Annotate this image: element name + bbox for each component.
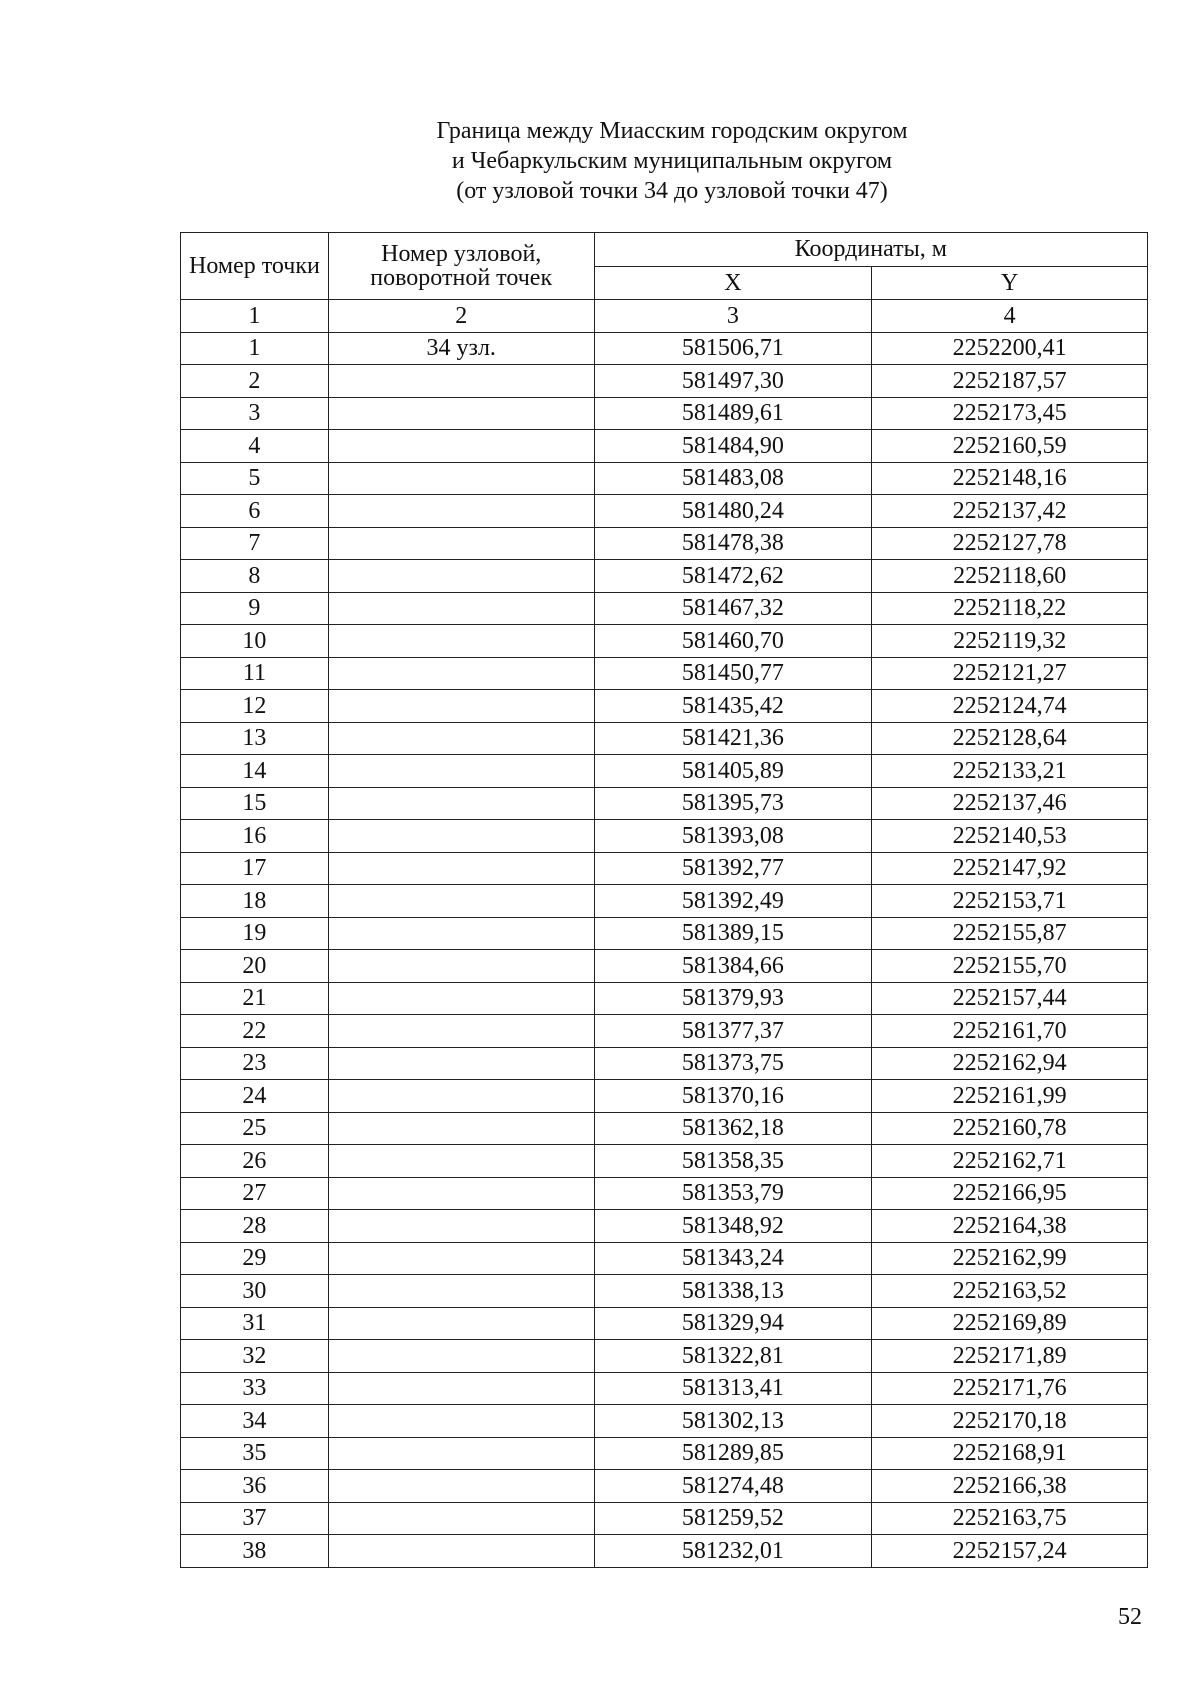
cell-y: 2252162,94 bbox=[872, 1047, 1148, 1080]
cell-node-number bbox=[328, 397, 594, 430]
cell-point-number: 5 bbox=[181, 462, 329, 495]
cell-point-number: 32 bbox=[181, 1340, 329, 1373]
column-number-row bbox=[181, 300, 1148, 333]
table-row bbox=[181, 560, 1148, 593]
cell-x: 581421,36 bbox=[594, 722, 872, 755]
cell-x: 581322,81 bbox=[594, 1340, 872, 1373]
table-row bbox=[181, 722, 1148, 755]
cell-node-number bbox=[328, 820, 594, 853]
cell-y: 2252155,87 bbox=[872, 917, 1148, 950]
cell-y: 2252166,95 bbox=[872, 1177, 1148, 1210]
cell-node-number bbox=[328, 495, 594, 528]
cell-x: 581338,13 bbox=[594, 1275, 872, 1308]
cell-node-number bbox=[328, 592, 594, 625]
cell-y: 2252162,99 bbox=[872, 1242, 1148, 1275]
cell-node-number bbox=[328, 1275, 594, 1308]
cell-y: 2252163,52 bbox=[872, 1275, 1148, 1308]
column-number: 3 bbox=[594, 300, 872, 333]
cell-x: 581472,62 bbox=[594, 560, 872, 593]
cell-point-number: 23 bbox=[181, 1047, 329, 1080]
cell-x: 581480,24 bbox=[594, 495, 872, 528]
cell-x: 581313,41 bbox=[594, 1372, 872, 1405]
cell-y: 2252170,18 bbox=[872, 1405, 1148, 1438]
cell-point-number: 12 bbox=[181, 690, 329, 723]
cell-point-number: 34 bbox=[181, 1405, 329, 1438]
cell-node-number bbox=[328, 755, 594, 788]
table-row bbox=[181, 592, 1148, 625]
cell-point-number: 22 bbox=[181, 1015, 329, 1048]
cell-y: 2252166,38 bbox=[872, 1470, 1148, 1503]
cell-x: 581478,38 bbox=[594, 527, 872, 560]
header-node-number: Номер узловой, поворотной точек bbox=[328, 233, 594, 300]
cell-node-number bbox=[328, 1470, 594, 1503]
cell-x: 581373,75 bbox=[594, 1047, 872, 1080]
cell-node-number bbox=[328, 917, 594, 950]
cell-y: 2252137,42 bbox=[872, 495, 1148, 528]
cell-node-number bbox=[328, 722, 594, 755]
cell-point-number: 25 bbox=[181, 1112, 329, 1145]
cell-x: 581497,30 bbox=[594, 365, 872, 398]
cell-point-number: 38 bbox=[181, 1535, 329, 1568]
table-row bbox=[181, 885, 1148, 918]
table-row bbox=[181, 625, 1148, 658]
cell-node-number bbox=[328, 625, 594, 658]
cell-x: 581289,85 bbox=[594, 1437, 872, 1470]
cell-point-number: 24 bbox=[181, 1080, 329, 1113]
cell-node-number bbox=[328, 885, 594, 918]
table-row bbox=[181, 690, 1148, 723]
cell-point-number: 26 bbox=[181, 1145, 329, 1178]
cell-y: 2252137,46 bbox=[872, 787, 1148, 820]
cell-y: 2252157,24 bbox=[872, 1535, 1148, 1568]
cell-y: 2252160,78 bbox=[872, 1112, 1148, 1145]
cell-node-number bbox=[328, 657, 594, 690]
cell-point-number: 18 bbox=[181, 885, 329, 918]
cell-x: 581392,49 bbox=[594, 885, 872, 918]
cell-point-number: 9 bbox=[181, 592, 329, 625]
cell-point-number: 15 bbox=[181, 787, 329, 820]
cell-x: 581362,18 bbox=[594, 1112, 872, 1145]
cell-node-number bbox=[328, 1047, 594, 1080]
header-point-number: Номер точки bbox=[181, 233, 329, 300]
cell-x: 581467,32 bbox=[594, 592, 872, 625]
cell-y: 2252153,71 bbox=[872, 885, 1148, 918]
table-row bbox=[181, 332, 1148, 365]
cell-point-number: 19 bbox=[181, 917, 329, 950]
column-number: 1 bbox=[181, 300, 329, 333]
cell-x: 581302,13 bbox=[594, 1405, 872, 1438]
cell-y: 2252161,99 bbox=[872, 1080, 1148, 1113]
table-body bbox=[181, 332, 1148, 1567]
cell-node-number bbox=[328, 690, 594, 723]
cell-x: 581450,77 bbox=[594, 657, 872, 690]
cell-node-number bbox=[328, 852, 594, 885]
table-row bbox=[181, 1275, 1148, 1308]
cell-point-number: 16 bbox=[181, 820, 329, 853]
cell-y: 2252162,71 bbox=[872, 1145, 1148, 1178]
cell-point-number: 10 bbox=[181, 625, 329, 658]
cell-node-number bbox=[328, 1405, 594, 1438]
cell-y: 2252200,41 bbox=[872, 332, 1148, 365]
cell-node-number bbox=[328, 1210, 594, 1243]
table-row bbox=[181, 1047, 1148, 1080]
cell-x: 581358,35 bbox=[594, 1145, 872, 1178]
cell-node-number bbox=[328, 1242, 594, 1275]
table-row bbox=[181, 852, 1148, 885]
cell-node-number bbox=[328, 1145, 594, 1178]
table-row bbox=[181, 1242, 1148, 1275]
cell-x: 581343,24 bbox=[594, 1242, 872, 1275]
cell-point-number: 21 bbox=[181, 982, 329, 1015]
cell-point-number: 1 bbox=[181, 332, 329, 365]
column-number: 4 bbox=[872, 300, 1148, 333]
cell-y: 2252118,22 bbox=[872, 592, 1148, 625]
table-row bbox=[181, 1470, 1148, 1503]
table-row bbox=[181, 755, 1148, 788]
cell-y: 2252155,70 bbox=[872, 950, 1148, 983]
cell-node-number bbox=[328, 527, 594, 560]
cell-point-number: 8 bbox=[181, 560, 329, 593]
cell-node-number bbox=[328, 950, 594, 983]
cell-x: 581348,92 bbox=[594, 1210, 872, 1243]
cell-point-number: 17 bbox=[181, 852, 329, 885]
cell-node-number bbox=[328, 1372, 594, 1405]
cell-x: 581274,48 bbox=[594, 1470, 872, 1503]
cell-point-number: 37 bbox=[181, 1502, 329, 1535]
table-row bbox=[181, 1437, 1148, 1470]
cell-node-number bbox=[328, 1340, 594, 1373]
cell-y: 2252140,53 bbox=[872, 820, 1148, 853]
header-y: Y bbox=[872, 266, 1148, 300]
cell-x: 581379,93 bbox=[594, 982, 872, 1015]
cell-node-number bbox=[328, 982, 594, 1015]
title-line-3: (от узловой точки 34 до узловой точки 47) bbox=[456, 178, 888, 204]
cell-point-number: 13 bbox=[181, 722, 329, 755]
cell-x: 581405,89 bbox=[594, 755, 872, 788]
cell-y: 2252127,78 bbox=[872, 527, 1148, 560]
table-row bbox=[181, 495, 1148, 528]
cell-y: 2252119,32 bbox=[872, 625, 1148, 658]
cell-y: 2252147,92 bbox=[872, 852, 1148, 885]
table-row bbox=[181, 462, 1148, 495]
cell-node-number: 34 узл. bbox=[328, 332, 594, 365]
cell-x: 581395,73 bbox=[594, 787, 872, 820]
cell-node-number bbox=[328, 1080, 594, 1113]
cell-point-number: 36 bbox=[181, 1470, 329, 1503]
cell-x: 581232,01 bbox=[594, 1535, 872, 1568]
cell-point-number: 7 bbox=[181, 527, 329, 560]
cell-node-number bbox=[328, 1177, 594, 1210]
cell-x: 581435,42 bbox=[594, 690, 872, 723]
cell-y: 2252124,74 bbox=[872, 690, 1148, 723]
cell-x: 581483,08 bbox=[594, 462, 872, 495]
document-title bbox=[0, 116, 1200, 206]
cell-y: 2252169,89 bbox=[872, 1307, 1148, 1340]
cell-y: 2252163,75 bbox=[872, 1502, 1148, 1535]
table-row bbox=[181, 1080, 1148, 1113]
cell-y: 2252128,64 bbox=[872, 722, 1148, 755]
table-row bbox=[181, 1015, 1148, 1048]
cell-x: 581353,79 bbox=[594, 1177, 872, 1210]
cell-x: 581377,37 bbox=[594, 1015, 872, 1048]
table-row bbox=[181, 982, 1148, 1015]
cell-x: 581370,16 bbox=[594, 1080, 872, 1113]
cell-x: 581506,71 bbox=[594, 332, 872, 365]
table-row bbox=[181, 1145, 1148, 1178]
table-row bbox=[181, 1177, 1148, 1210]
cell-point-number: 6 bbox=[181, 495, 329, 528]
cell-point-number: 3 bbox=[181, 397, 329, 430]
cell-x: 581384,66 bbox=[594, 950, 872, 983]
cell-point-number: 35 bbox=[181, 1437, 329, 1470]
table-row bbox=[181, 365, 1148, 398]
cell-x: 581329,94 bbox=[594, 1307, 872, 1340]
cell-point-number: 11 bbox=[181, 657, 329, 690]
cell-x: 581489,61 bbox=[594, 397, 872, 430]
column-number: 2 bbox=[328, 300, 594, 333]
cell-node-number bbox=[328, 1535, 594, 1568]
cell-node-number bbox=[328, 560, 594, 593]
table-row bbox=[181, 917, 1148, 950]
table-row bbox=[181, 1210, 1148, 1243]
cell-point-number: 2 bbox=[181, 365, 329, 398]
table-row bbox=[181, 1502, 1148, 1535]
table-row bbox=[181, 1340, 1148, 1373]
cell-point-number: 30 bbox=[181, 1275, 329, 1308]
table-row bbox=[181, 657, 1148, 690]
table-row bbox=[181, 1307, 1148, 1340]
cell-point-number: 27 bbox=[181, 1177, 329, 1210]
cell-node-number bbox=[328, 1502, 594, 1535]
cell-y: 2252157,44 bbox=[872, 982, 1148, 1015]
cell-node-number bbox=[328, 1015, 594, 1048]
header-x: X bbox=[594, 266, 872, 300]
cell-y: 2252173,45 bbox=[872, 397, 1148, 430]
table-row bbox=[181, 950, 1148, 983]
cell-x: 581392,77 bbox=[594, 852, 872, 885]
table-row bbox=[181, 1372, 1148, 1405]
table-row bbox=[181, 1112, 1148, 1145]
table-row bbox=[181, 1535, 1148, 1568]
cell-y: 2252171,76 bbox=[872, 1372, 1148, 1405]
table-row bbox=[181, 820, 1148, 853]
cell-point-number: 29 bbox=[181, 1242, 329, 1275]
table-row bbox=[181, 1405, 1148, 1438]
cell-x: 581393,08 bbox=[594, 820, 872, 853]
cell-node-number bbox=[328, 462, 594, 495]
cell-y: 2252148,16 bbox=[872, 462, 1148, 495]
cell-node-number bbox=[328, 787, 594, 820]
cell-point-number: 33 bbox=[181, 1372, 329, 1405]
title-line-2: и Чебаркульским муниципальным округом bbox=[451, 148, 893, 174]
cell-x: 581460,70 bbox=[594, 625, 872, 658]
cell-y: 2252171,89 bbox=[872, 1340, 1148, 1373]
cell-point-number: 28 bbox=[181, 1210, 329, 1243]
title-line-1: Граница между Миасским городским округом bbox=[436, 118, 908, 144]
coordinates-table bbox=[180, 232, 1148, 1568]
cell-y: 2252168,91 bbox=[872, 1437, 1148, 1470]
table-row bbox=[181, 527, 1148, 560]
cell-x: 581484,90 bbox=[594, 430, 872, 463]
cell-x: 581259,52 bbox=[594, 1502, 872, 1535]
table-row bbox=[181, 787, 1148, 820]
cell-point-number: 31 bbox=[181, 1307, 329, 1340]
cell-point-number: 20 bbox=[181, 950, 329, 983]
cell-node-number bbox=[328, 365, 594, 398]
cell-node-number bbox=[328, 1307, 594, 1340]
table-row bbox=[181, 430, 1148, 463]
cell-y: 2252187,57 bbox=[872, 365, 1148, 398]
cell-point-number: 4 bbox=[181, 430, 329, 463]
cell-y: 2252164,38 bbox=[872, 1210, 1148, 1243]
cell-node-number bbox=[328, 1437, 594, 1470]
cell-node-number bbox=[328, 1112, 594, 1145]
cell-y: 2252118,60 bbox=[872, 560, 1148, 593]
cell-node-number bbox=[328, 430, 594, 463]
cell-y: 2252161,70 bbox=[872, 1015, 1148, 1048]
cell-point-number: 14 bbox=[181, 755, 329, 788]
table-row bbox=[181, 397, 1148, 430]
cell-x: 581389,15 bbox=[594, 917, 872, 950]
cell-y: 2252121,27 bbox=[872, 657, 1148, 690]
page-number: 52 bbox=[1118, 1604, 1142, 1630]
header-coordinates: Координаты, м bbox=[594, 233, 1147, 267]
cell-y: 2252160,59 bbox=[872, 430, 1148, 463]
cell-y: 2252133,21 bbox=[872, 755, 1148, 788]
